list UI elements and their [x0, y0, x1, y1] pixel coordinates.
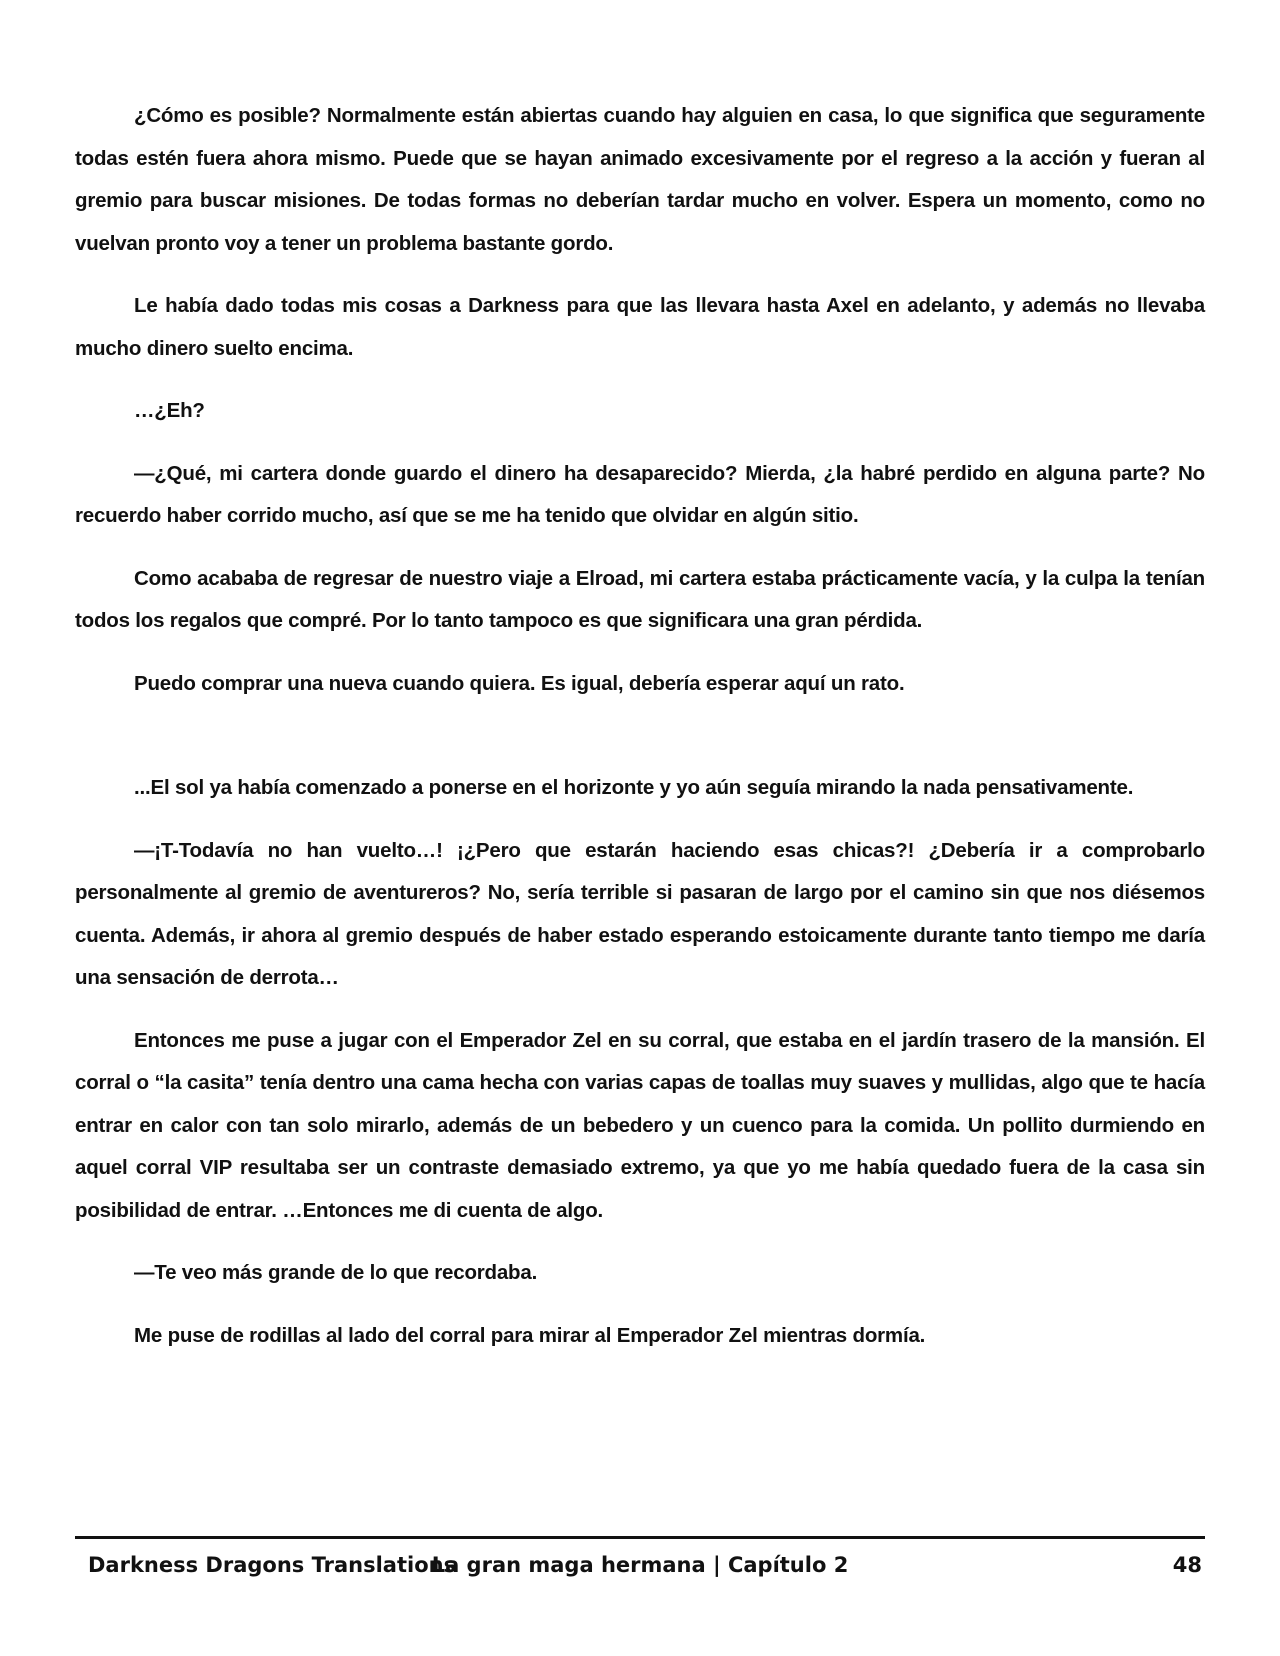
paragraph: Como acababa de regresar de nuestro viaje a Elroad, mi cartera estaba prácticamente vacía, y la culpa la tenían todos los regalos que compré. Por lo tanto tampoco es que significara una gran pérdida. [75, 566, 1205, 632]
paragraph: —¿Qué, mi cartera donde guardo el dinero ha desaparecido? Mierda, ¿la habré perdido en alguna parte? No recuerdo haber corrido mucho, así que se me ha tenido que olvidar en algún sitio. [75, 461, 1205, 527]
page-body [75, 95, 1205, 1377]
paragraph: Me puse de rodillas al lado del corral para mirar al Emperador Zel mientras dormía. [134, 1323, 926, 1347]
page-number: 48 [1172, 1553, 1202, 1577]
paragraph: Puedo comprar una nueva cuando quiera. Es igual, debería esperar aquí un rato. [134, 671, 905, 695]
paragraph: —¡T-Todavía no han vuelto…! ¡¿Pero que estarán haciendo esas chicas?! ¿Debería ir a comprobarlo personalmente al gremio de aventureros? No, sería terrible si pasaran de largo por el camino sin que nos diésemos cuenta. Además, ir ahora al gremio después de haber estado esperando estoicamente durante tanto tiempo me daría una sensación de derrota… [75, 838, 1205, 989]
footer-divider [75, 1536, 1205, 1539]
paragraph: ...El sol ya había comenzado a ponerse en el horizonte y yo aún seguía mirando la nada pensativamente. [134, 776, 1134, 799]
footer-translator-credit: Darkness Dragons Translations [88, 1553, 457, 1577]
paragraph: …¿Eh? [134, 399, 205, 422]
page-footer [75, 1548, 1205, 1582]
paragraph: Entonces me puse a jugar con el Emperador Zel en su corral, que estaba en el jardín trasero de la mansión. El corral o “la casita” tenía dentro una cama hecha con varias capas de toallas muy suaves y mullidas, algo que te hacía entrar en calor con tan solo mirarlo, además de un bebedero y un cuenco para la comida. Un pollito durmiendo en aquel corral VIP resultaba ser un contraste demasiado extremo, ya que yo me había quedado fuera de la casa sin posibilidad de entrar. …Entonces me di cuenta de algo. [75, 1028, 1205, 1222]
paragraph: —Te veo más grande de lo que recordaba. [134, 1261, 538, 1284]
paragraph: Le había dado todas mis cosas a Darkness para que las llevara hasta Axel en adelanto, y además no llevaba mucho dinero suelto encima. [75, 294, 1205, 360]
scene-break [75, 725, 1205, 767]
paragraph: ¿Cómo es posible? Normalmente están abiertas cuando hay alguien en casa, lo que significa que seguramente todas estén fuera ahora mismo. Puede que se hayan animado excesivamente por el regreso a la acción y fueran al gremio para buscar misiones. De todas formas no deberían tardar mucho en volver. Espera un momento, como no vuelvan pronto voy a tener un problema bastante gordo. [75, 104, 1205, 255]
footer-chapter-title: La gran maga hermana | Capítulo 2 [431, 1553, 849, 1577]
